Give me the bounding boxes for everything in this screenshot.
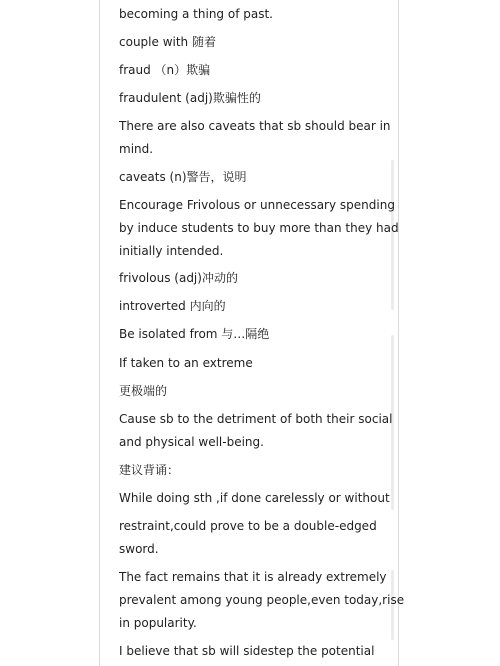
note-line: introverted 内向的	[119, 299, 226, 313]
note-line: 更极端的	[119, 384, 168, 398]
note-line: in popularity.	[119, 616, 197, 630]
note-line: by induce students to buy more than they had	[119, 221, 399, 235]
note-line: The fact remains that it is already extremely	[119, 570, 387, 584]
note-line: There are also caveats that sb should bear in	[119, 119, 391, 133]
note-line: couple with 随着	[119, 35, 216, 49]
page-left-border	[99, 0, 100, 666]
note-line: initially intended.	[119, 244, 224, 258]
note-line: restraint,could prove to be a double-edged	[119, 519, 377, 533]
note-line: mind.	[119, 142, 154, 156]
note-line: If taken to an extreme	[119, 356, 253, 370]
note-line: While doing sth ,if done carelessly or without	[119, 491, 390, 505]
note-line: becoming a thing of past.	[119, 7, 273, 21]
note-line: Encourage Frivolous or unnecessary spending	[119, 198, 395, 212]
note-line: I believe that sb will sidestep the potential	[119, 644, 375, 658]
note-line: caveats (n)警告，说明	[119, 170, 247, 184]
note-line: and physical well-being.	[119, 435, 264, 449]
note-line: fraudulent (adj)欺骗性的	[119, 91, 261, 105]
note-line: Cause sb to the detriment of both their social	[119, 412, 393, 426]
note-line: frivolous (adj)冲动的	[119, 271, 238, 285]
page-right-border	[398, 0, 399, 666]
note-line: fraud （n）欺骗	[119, 63, 211, 77]
note-line: sword.	[119, 542, 159, 556]
note-line: 建议背诵：	[119, 463, 180, 477]
note-line: Be isolated from 与…隔绝	[119, 327, 270, 341]
note-line: prevalent among young people,even today,rise	[119, 593, 405, 607]
